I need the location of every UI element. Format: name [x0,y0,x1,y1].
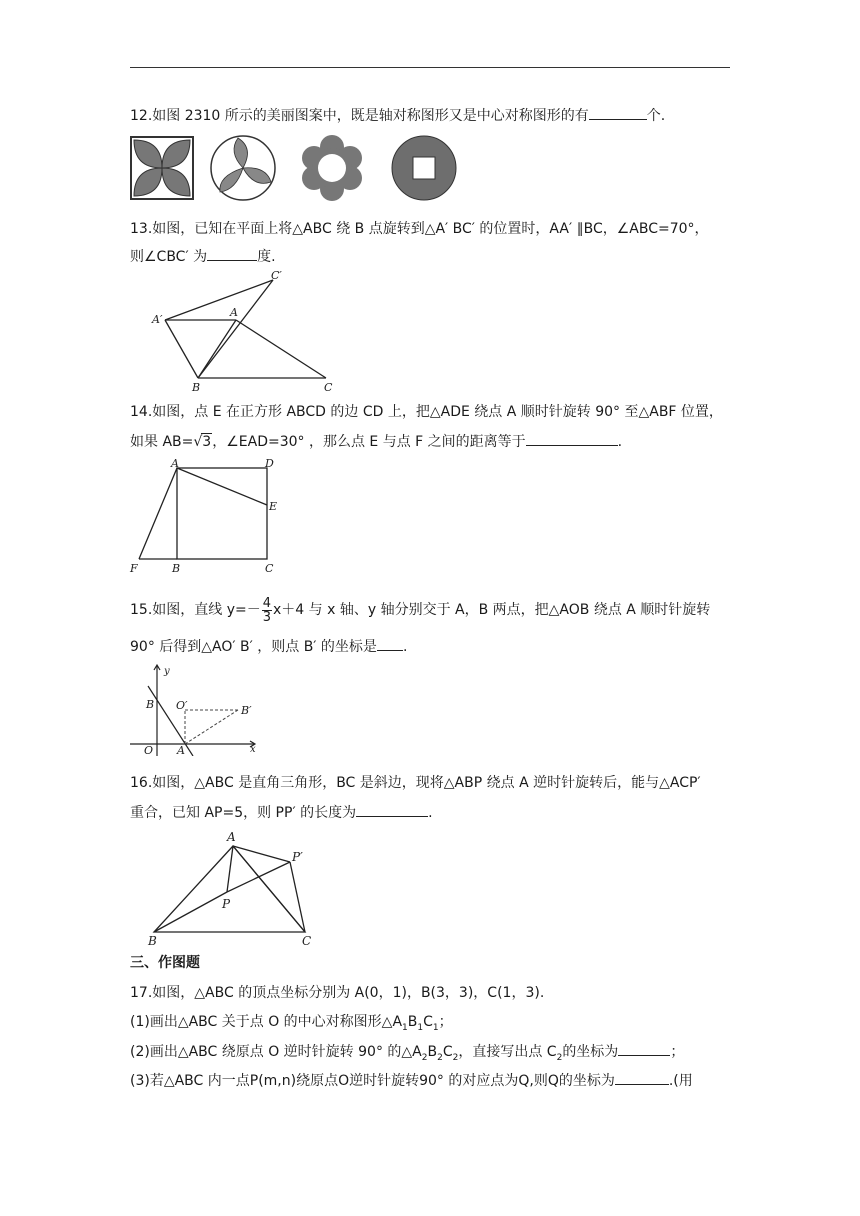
q13-prefix: 则∠CBC′ 为 [130,249,208,265]
q15-line1 [130,595,710,625]
q16-label-p: P [222,897,231,911]
q16-label-a: A [227,830,236,844]
q13-label-b: B [192,381,201,394]
q15-answer-blank[interactable] [377,636,403,651]
q17-part2-text: (2)画出△ABC 绕原点 O 逆时针旋转 90° 的△A [130,1044,422,1060]
q17-part1 [130,1012,453,1038]
q16-label-c: C [302,934,312,948]
q17-sub: 1 [432,1022,439,1033]
q13-label-c: C [324,381,333,394]
q13-line2 [130,246,276,267]
q13-label-a: A [230,306,238,319]
q14-answer-blank[interactable] [526,431,618,446]
q12-tail: 个. [646,108,666,124]
q14-line2 [130,431,622,452]
q15-frac-den: 3 [262,609,272,625]
q15-label-y: y [164,666,170,677]
q14-figure [128,456,288,576]
q14-sqrt-arg: 3 [202,434,212,450]
q12-patterns-figure [128,134,458,204]
q15-line2 [130,636,407,657]
q17-part2-answer-blank[interactable] [618,1041,670,1056]
q13-line1: 13.如图，已知在平面上将△ABC 绕 B 点旋转到△A′ BC′ 的位置时，AA′ ∥BC，∠ABC=70°， [130,221,709,237]
q17-sub: 1 [402,1022,408,1033]
q14-middle: ，∠EAD=30° ，那么点 E 与点 F 之间的距离等于 [212,434,526,450]
q16-figure [142,826,332,948]
q14-line1: 14.如图，点 E 在正方形 ABCD 的边 CD 上，把△ADE 绕点 A 顺时针旋转 90° 至△ABF 位置， [130,404,723,420]
q14-label-c: C [265,562,274,575]
q15-label-o: O [144,744,154,756]
q13-answer-blank[interactable] [207,246,257,261]
q17-part3-text: (3)若△ABC 内一点P(m,n)绕原点O逆时针旋转90° 的对应点为Q,则Q的坐标为 [130,1073,615,1089]
q17-part2-end: ； [670,1044,685,1060]
q15-fraction [262,597,272,624]
sqrt-icon: √ [193,434,203,450]
q17-sub: 2 [452,1052,459,1063]
q14-label-b: B [172,562,181,575]
q15-label-o-prime: O′ [176,699,188,712]
q16-label-p-prime: P′ [292,850,303,864]
q17-part1-c: C [423,1014,433,1030]
q17-part3 [130,1070,693,1091]
q17-part1-b: B [407,1014,418,1030]
q16-answer-blank[interactable] [356,802,428,817]
q15-label-b-prime: B′ [241,704,252,717]
q17-part3-end: .(用 [668,1073,693,1089]
q17-sub: 1 [417,1022,424,1033]
q17-part2-b: B [427,1044,438,1060]
q14-tail: . [617,434,623,450]
q16-line1: 16.如图，△ABC 是直角三角形，BC 是斜边，现将△ABP 绕点 A 逆时针旋转后，能与△ACP′ [130,775,701,791]
q15-label-b: B [146,698,155,711]
q14-label-a: A [171,457,179,470]
q15-rest: x＋4 与 x 轴、y 轴分别交于 A，B 两点，把△AOB 绕点 A 顺时针旋转 [273,602,711,618]
q14-prefix: 如果 AB= [130,434,194,450]
q15-frac-num: 4 [262,595,272,611]
q15-label-x: x [250,744,256,755]
q17-sub: 2 [437,1052,443,1063]
header-rule [130,67,730,68]
q15-prefix: 15.如图，直线 y=－ [130,602,261,618]
q16-label-b: B [148,934,157,948]
q17-part1-end: ； [438,1014,453,1030]
q15-line2-text: 90° 后得到△AO′ B′ ，则点 B′ 的坐标是 [130,639,377,655]
pattern-four-petal-square [131,137,193,199]
q15-figure [130,660,262,756]
pattern-coin [392,136,456,200]
q17-part3-answer-blank[interactable] [615,1070,669,1085]
q15-tail: . [402,639,408,655]
q17-line1: 17.如图，△ABC 的顶点坐标分别为 A(0，1)，B(3，3)，C(1，3). [130,985,545,1001]
q17-part2-e: 的坐标为 [562,1044,619,1060]
pattern-three-blade-circle [211,136,275,200]
q16-prefix: 重合，已知 AP=5，则 PP′ 的长度为 [130,805,357,821]
q17-part2-d: ，直接写出点 C [458,1044,557,1060]
q13-tail: 度. [257,249,276,265]
q12-text: 12.如图 2310 所示的美丽图案中，既是轴对称图形又是中心对称图形的有 [130,108,589,124]
q17-part2-c: C [442,1044,453,1060]
q12-line [130,105,665,126]
q13-label-c-prime: C′ [271,269,282,282]
q12-answer-blank[interactable] [589,105,647,120]
q17-part1-text: (1)画出△ABC 关于点 O 的中心对称图形△A [130,1014,403,1030]
pattern-flower [302,135,362,201]
q17-part2 [130,1041,684,1068]
q16-tail: . [428,805,433,821]
q13-label-a-prime: A′ [152,313,163,326]
q17-sub: 2 [421,1052,428,1063]
q14-label-f: F [130,562,138,575]
q16-line2 [130,802,433,823]
q17-sub: 2 [556,1052,563,1063]
q15-label-a: A [177,744,185,756]
q13-figure [148,268,348,394]
q14-label-d: D [265,457,274,470]
section-heading: 三、作图题 [130,955,200,971]
q14-label-e: E [269,500,278,513]
